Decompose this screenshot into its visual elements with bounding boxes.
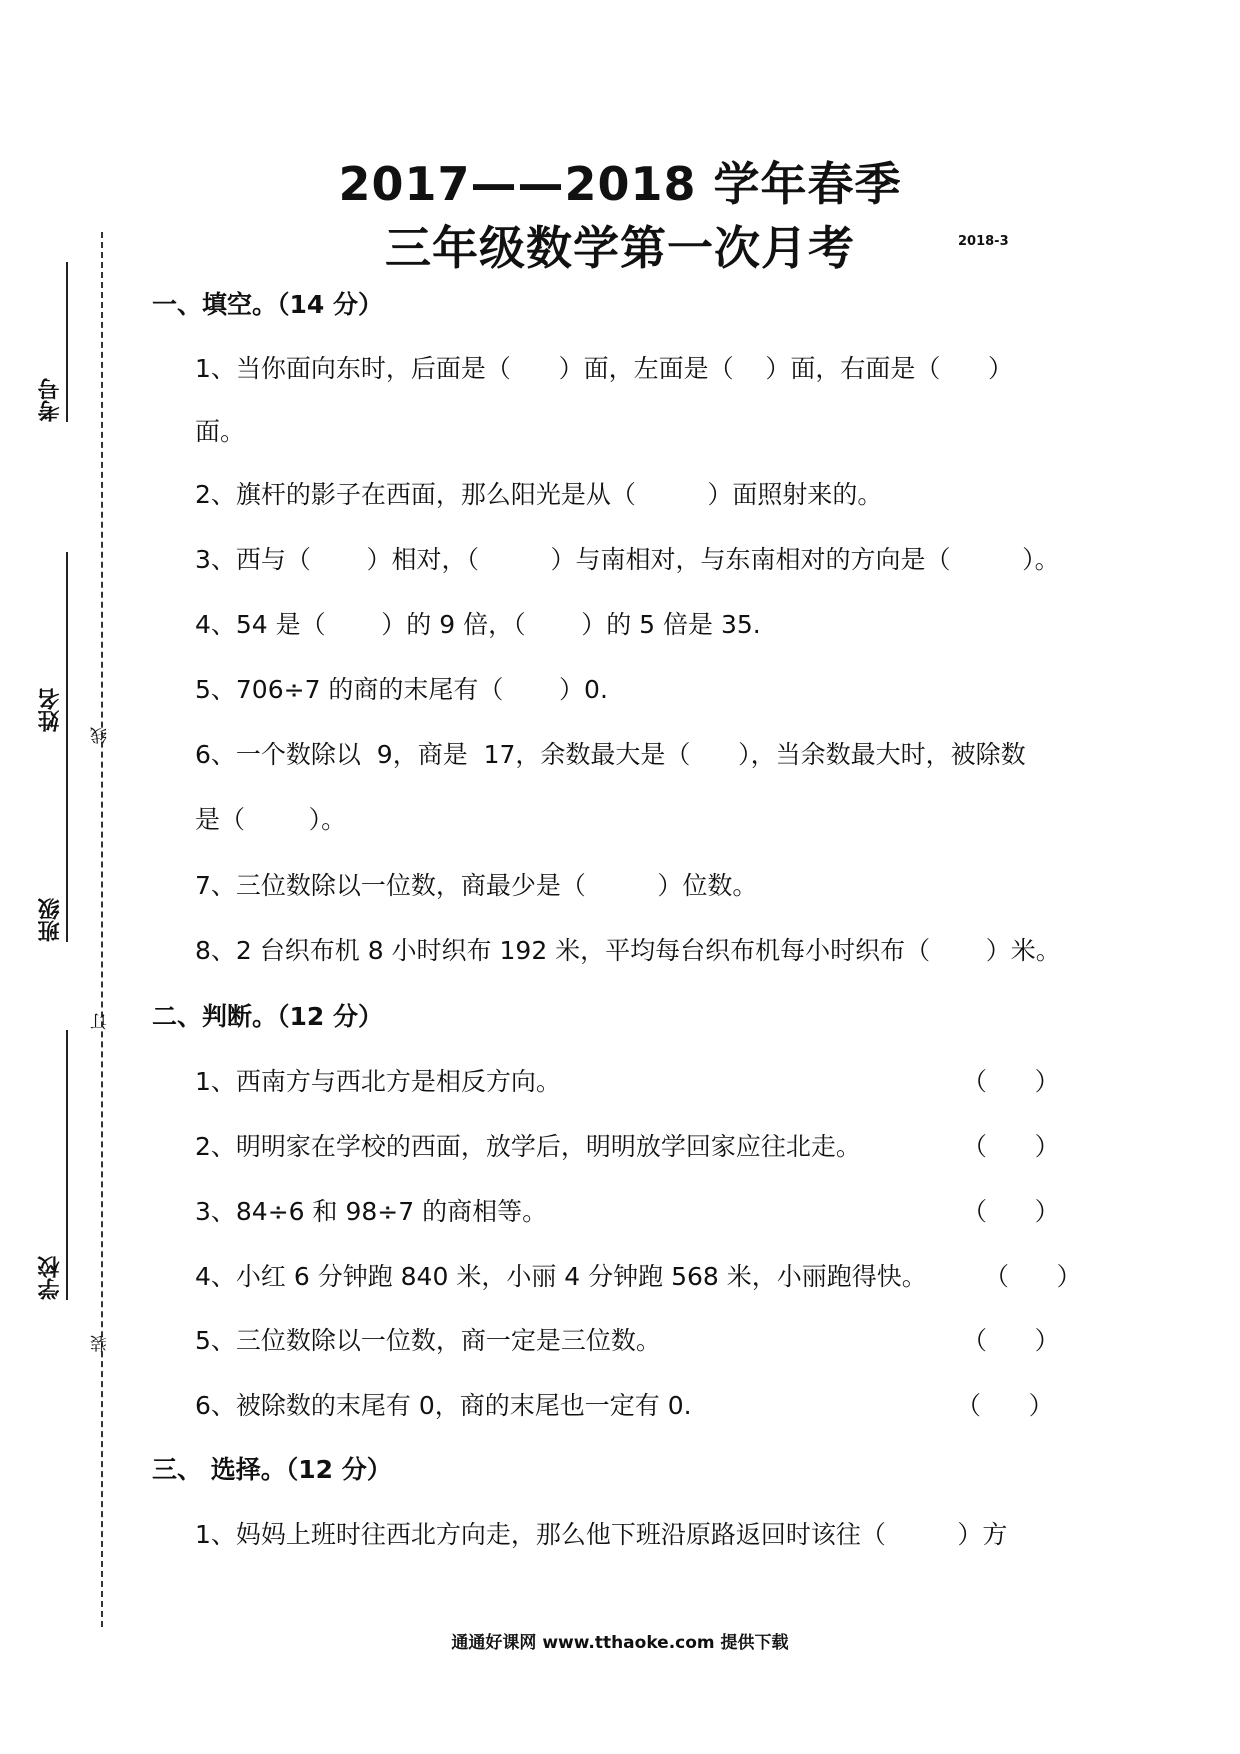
judge-answer-blank: （ ） — [962, 1326, 1060, 1355]
margin-field-exam-number — [36, 362, 66, 462]
judge-item-6: 6、被除数的末尾有 0，商的末尾也一定有 0. — [195, 1391, 692, 1420]
question-1-1: 1、当你面向东时，后面是（ ）面，左面是（ ）面，右面是（ ） — [195, 354, 1014, 383]
question-1-7: 7、三位数除以一位数，商最少是（ ）位数。 — [195, 871, 758, 900]
question-1-4: 4、54 是（ ）的 9 倍，（ ）的 5 倍是 35. — [195, 610, 761, 639]
judge-item-1: 1、西南方与西北方是相反方向。 — [195, 1067, 561, 1096]
judge-answer-blank: （ ） — [962, 1132, 1060, 1161]
judge-item-4: 4、小红 6 分钟跑 840 米，小丽 4 分钟跑 568 米，小丽跑得快。 — [195, 1262, 927, 1291]
judge-answer-blank: （ ） — [962, 1067, 1060, 1096]
margin-field-school — [36, 1240, 66, 1300]
margin-field-name — [36, 672, 66, 732]
question-1-6: 6、一个数除以 9，商是 17，余数最大是（ ），当余数最大时，被除数 — [195, 740, 1026, 769]
judge-item-2: 2、明明家在学校的西面，放学后，明明放学回家应往北走。 — [195, 1132, 861, 1161]
question-1-1-cont: 面。 — [195, 417, 246, 446]
judge-answer-blank: （ ） — [962, 1197, 1060, 1226]
blank-underline — [66, 552, 68, 732]
section2-heading: 二、判断。（12 分） — [152, 1002, 383, 1031]
page-title-line2: 三年级数学第一次月考 — [385, 221, 855, 275]
question-1-8: 8、2 台织布机 8 小时织布 192 米，平均每台织布机每小时织布（ ）米。 — [195, 936, 1061, 965]
margin-label: 姓名 — [38, 688, 63, 732]
choice-question-1: 1、妈妈上班时往西北方向走，那么他下班沿原路返回时该往（ ）方 — [195, 1520, 1008, 1549]
margin-label: 班级 — [38, 898, 63, 942]
margin-label: 考号 — [38, 378, 63, 422]
margin-label: 学校 — [38, 1256, 63, 1300]
cut-word-mount: 装 — [91, 1335, 111, 1352]
section1-heading: 一、填空。（14 分） — [152, 290, 383, 319]
blank-underline — [66, 1030, 68, 1300]
question-1-2: 2、旗杆的影子在西面，那么阳光是从（ ）面照射来的。 — [195, 480, 883, 509]
judge-answer-blank: （ ） — [984, 1262, 1082, 1291]
question-1-6-cont: 是（ ）。 — [195, 805, 347, 834]
cut-word-bind: 订 — [91, 1013, 111, 1030]
section3-heading: 三、 选择。（12 分） — [152, 1455, 392, 1484]
question-1-3: 3、西与（ ）相对，（ ）与南相对，与东南相对的方向是（ ）。 — [195, 545, 1060, 574]
binding-cut-line — [101, 232, 103, 1627]
page-footer: 通通好课网 www.tthaoke.com 提供下载 — [451, 1633, 789, 1653]
margin-field-class — [36, 882, 66, 942]
blank-underline — [66, 262, 68, 422]
judge-answer-blank: （ ） — [956, 1391, 1054, 1420]
cut-word-line: 线 — [91, 727, 111, 744]
page-title-line1: 2017——2018 学年春季 — [338, 157, 902, 211]
exam-date: 2018-3 — [958, 234, 1009, 249]
blank-underline — [66, 732, 68, 942]
judge-item-5: 5、三位数除以一位数，商一定是三位数。 — [195, 1326, 661, 1355]
judge-item-3: 3、84÷6 和 98÷7 的商相等。 — [195, 1197, 548, 1226]
question-1-5: 5、706÷7 的商的末尾有（ ）0. — [195, 675, 608, 704]
